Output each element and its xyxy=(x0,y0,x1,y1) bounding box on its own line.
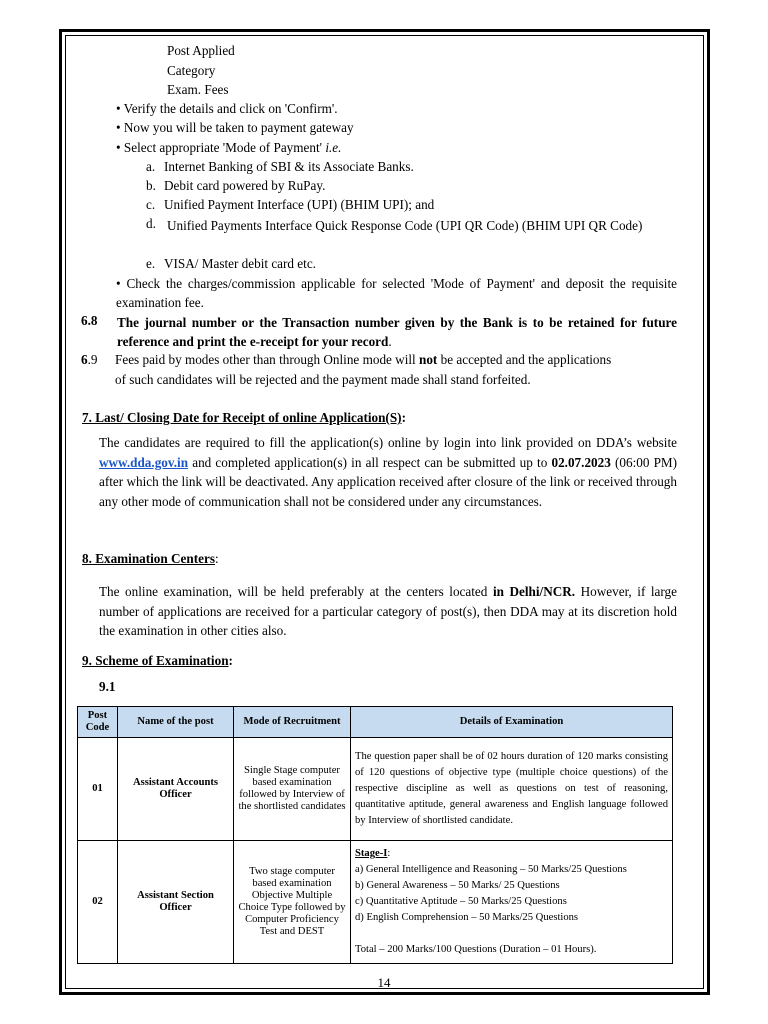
bullet-select-mode: • Select appropriate 'Mode of Payment' i.e. xyxy=(116,140,342,155)
post-name-cell: Assistant Section Officer xyxy=(118,841,234,964)
table-row xyxy=(78,738,673,841)
dda-website-link[interactable]: www.dda.gov.in xyxy=(99,454,189,470)
scheme-of-examination-table xyxy=(77,706,673,964)
table-header-row xyxy=(78,707,673,738)
para-6-8-text: The journal number or the Transaction number given by the Bank is to be retained for future reference and print the e-receipt for your record. xyxy=(117,315,677,349)
bullet-check-charges: • Check the charges/commission applicable for selected 'Mode of Payment' and deposit the requisite examination fee. xyxy=(116,276,677,310)
field-category: Category xyxy=(167,63,216,78)
mode-cell: Single Stage computer based examination followed by Interview of the shortlisted candidates xyxy=(234,738,351,841)
post-code-cell: 01 xyxy=(78,738,118,841)
exam-item: b) General Awareness – 50 Marks/ 25 Questions xyxy=(355,880,560,891)
payment-mode-d-letter: d. xyxy=(146,216,156,231)
mode-cell: Two stage computer based examination Objective Multiple Choice Type followed by Computer Proficiency Test and DEST xyxy=(234,841,351,964)
section-7-text: The candidates are required to fill the application(s) online by login into link provided on DDA’s website www.dda.gov.in and completed application(s) in all respect can be submitted up to 02.07.2023 (06:00 PM) after which the link will be deactivated. Any application received after closure of the link or received through any other mode of communication shall not be considered under any circumstances. xyxy=(99,435,678,509)
payment-mode-c: c. Unified Payment Interface (UPI) (BHIM UPI); and xyxy=(146,197,435,212)
post-code-cell: 02 xyxy=(78,841,118,964)
para-6-9-line1: Fees paid by modes other than through Online mode will not be accepted and the applications xyxy=(115,352,612,367)
field-exam-fees: Exam. Fees xyxy=(167,82,229,97)
exam-item: a) General Intelligence and Reasoning – 50 Marks/25 Questions xyxy=(355,864,627,875)
exam-total: Total – 200 Marks/100 Questions (Duration – 01 Hours). xyxy=(355,944,597,955)
header-details: Details of Examination xyxy=(351,707,673,738)
post-name-cell: Assistant Accounts Officer xyxy=(118,738,234,841)
section-9-1-label: 9.1 xyxy=(99,679,116,694)
exam-item: c) Quantitative Aptitude – 50 Marks/25 Questions xyxy=(355,896,567,907)
para-6-9-line2: of such candidates will be rejected and the payment made shall stand forfeited. xyxy=(115,372,531,387)
section-7-heading: 7. Last/ Closing Date for Receipt of online Application(S): xyxy=(82,410,406,425)
payment-mode-d: Unified Payments Interface Quick Response Code (UPI QR Code) (BHIM UPI QR Code) xyxy=(167,218,643,233)
header-post-code: Post Code xyxy=(78,707,118,738)
table-row xyxy=(78,841,673,964)
bullet-verify: • Verify the details and click on 'Confirm'. xyxy=(116,101,338,116)
payment-mode-a: a. Internet Banking of SBI & its Associate Banks. xyxy=(146,159,414,174)
stage-label: Stage-I: xyxy=(355,848,391,859)
bullet-gateway: • Now you will be taken to payment gateway xyxy=(116,120,354,135)
field-post-applied: Post Applied xyxy=(167,43,235,58)
header-post-name: Name of the post xyxy=(118,707,234,738)
page-number: 14 xyxy=(377,975,391,990)
header-mode: Mode of Recruitment xyxy=(234,707,351,738)
section-8-heading: 8. Examination Centers: xyxy=(82,551,219,566)
payment-mode-e: e. VISA/ Master debit card etc. xyxy=(146,256,316,271)
payment-mode-b: b. Debit card powered by RuPay. xyxy=(146,178,326,193)
exam-item: d) English Comprehension – 50 Marks/25 Questions xyxy=(355,912,579,923)
section-8-text: The online examination, will be held preferably at the centers located in Delhi/NCR. However, if large number of applications are received for a particular category of post(s), then DDA may at its discretion hold the examination in other cities also. xyxy=(99,584,678,638)
details-cell xyxy=(351,841,673,964)
details-cell: The question paper shall be of 02 hours duration of 120 marks consisting of 120 questions of objective type (multiple choice questions) of the respective discipline as well as questions on test of reasoning, quantitative aptitude, general awareness and English language followed by Interview of shortlisted candidate. xyxy=(351,738,673,841)
para-6-8-number: 6.8 xyxy=(81,313,98,328)
section-9-heading: 9. Scheme of Examination: xyxy=(82,653,233,668)
para-6-9-number: 6.9 xyxy=(81,352,98,367)
